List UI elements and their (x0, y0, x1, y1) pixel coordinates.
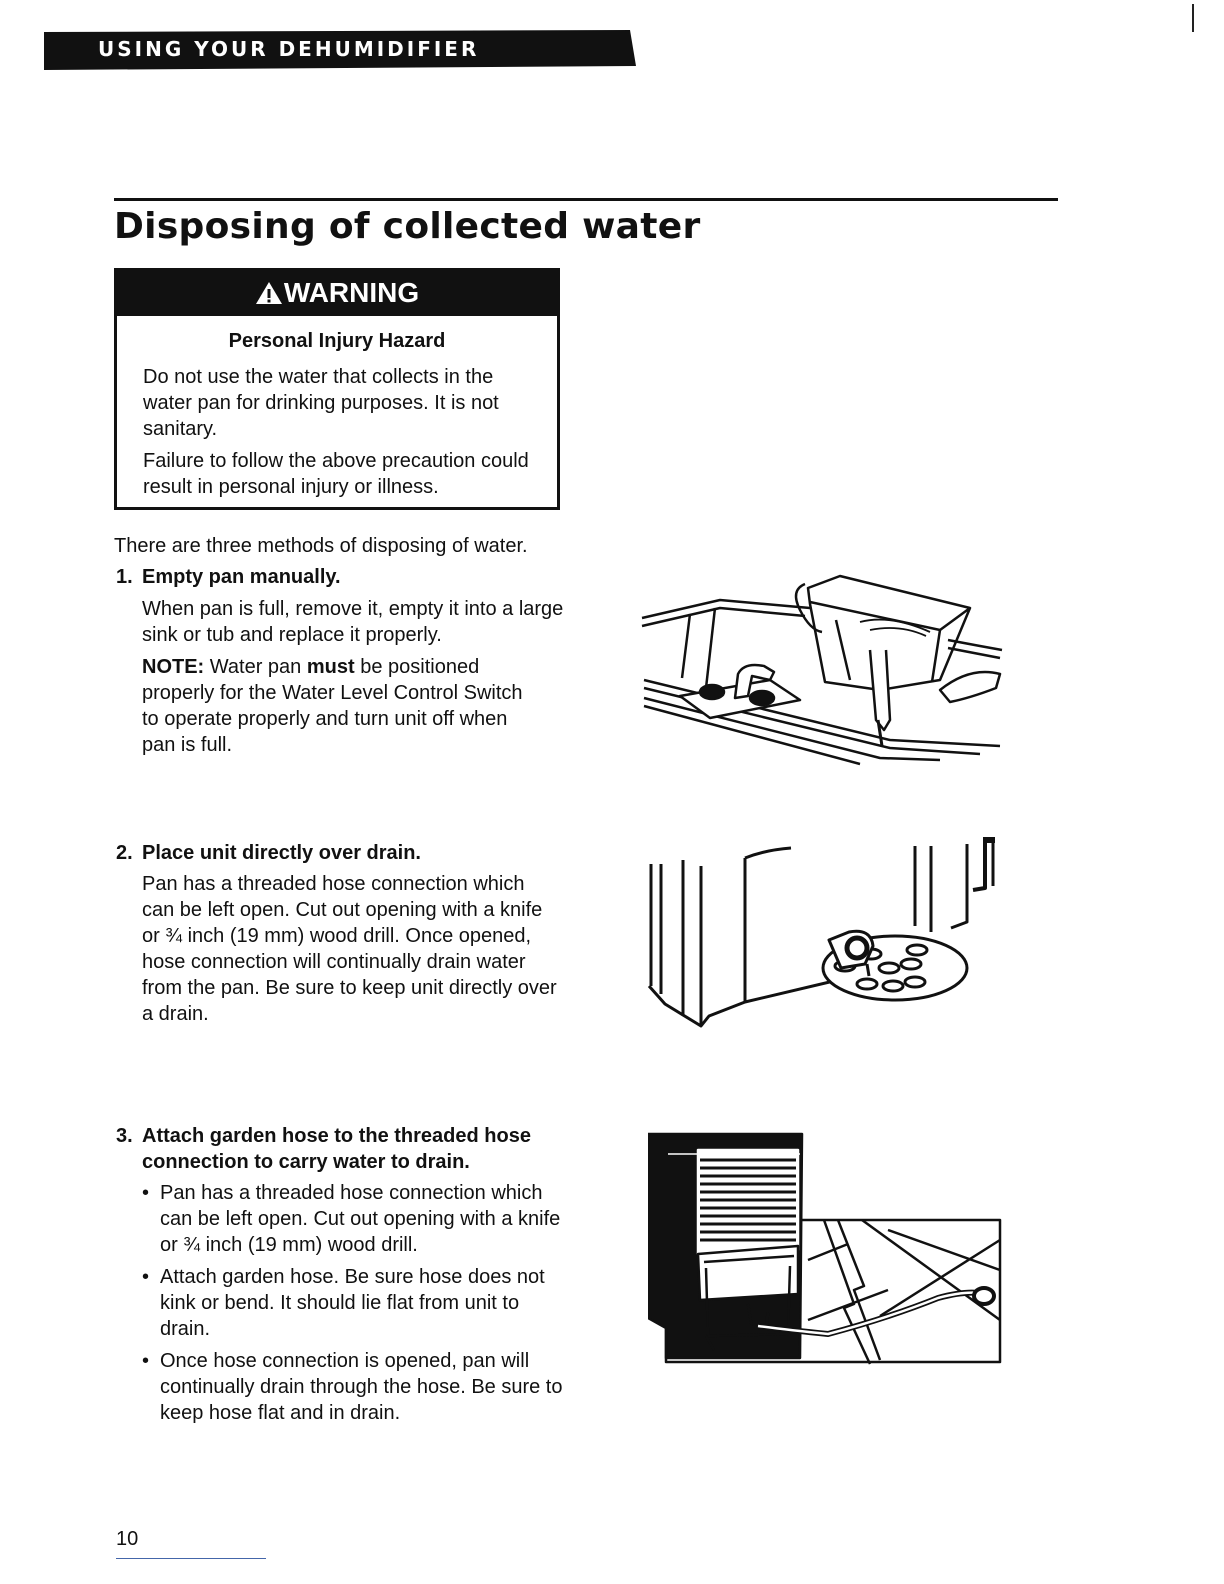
warning-box (114, 268, 560, 510)
method-1-number: 1. (116, 566, 133, 588)
method-3-bullets (142, 1180, 572, 1426)
warning-paragraph-2: Failure to follow the above precaution could result in personal injury or illness. (143, 450, 529, 498)
note-text-post: be positioned properly for the Water Level Control Switch to operate properly and turn unit off when pan is full. (142, 656, 523, 756)
warning-heading: Personal Injury Hazard (228, 330, 446, 352)
method-1-title: Empty pan manually. (142, 566, 341, 588)
section-label: USING YOUR DEHUMIDIFIER (98, 37, 480, 61)
list-item: • Once hose connection is opened, pan will continually drain through the hose. Be sure to keep hose flat and in drain. (142, 1350, 563, 1424)
warning-paragraph-1: Do not use the water that collects in the water pan for drinking purposes. It is not sanitary. (143, 366, 499, 440)
method-2-body: Pan has a threaded hose connection which can be left open. Cut out opening with a knife or ¾ inch (19 mm) wood drill. Once opened, hose connection will continually drain water from the pan. Be sure to keep unit directly over a drain. (142, 873, 557, 1025)
note-label: NOTE: (142, 656, 205, 678)
method-1-note (142, 654, 542, 758)
garden-hose-illustration (648, 1120, 1004, 1368)
unit-over-drain-illustration (645, 836, 1005, 1036)
method-3-number: 3. (116, 1125, 133, 1147)
list-item: • Pan has a threaded hose connection which can be left open. Cut out opening with a knife or ¾ inch (19 mm) wood drill. (142, 1182, 561, 1256)
method-1-body: When pan is full, remove it, empty it into a large sink or tub and replace it properly. (142, 598, 564, 646)
method-3-title: Attach garden hose to the threaded hose connection to carry water to drain. (142, 1125, 531, 1173)
page-number: 10 (116, 1528, 139, 1550)
note-text-pre: Water pan (204, 656, 307, 678)
intro-text: There are three methods of disposing of water. (114, 535, 528, 557)
footer-rule (116, 1558, 266, 1559)
page-title: Disposing of collected water (114, 206, 701, 247)
warning-triangle-icon (255, 281, 283, 305)
method-2-title: Place unit directly over drain. (142, 842, 421, 864)
section-banner (44, 30, 636, 70)
method-2-number: 2. (116, 842, 133, 864)
list-item: • Attach garden hose. Be sure hose does not kink or bend. It should lie flat from unit to drain. (142, 1266, 545, 1340)
page-edge-mark (1192, 4, 1194, 32)
title-rule (114, 198, 1058, 201)
warning-header (117, 268, 557, 316)
warning-label: WARNING (283, 277, 420, 308)
note-emphasis: must (306, 656, 355, 678)
empty-pan-illustration (640, 570, 1010, 770)
